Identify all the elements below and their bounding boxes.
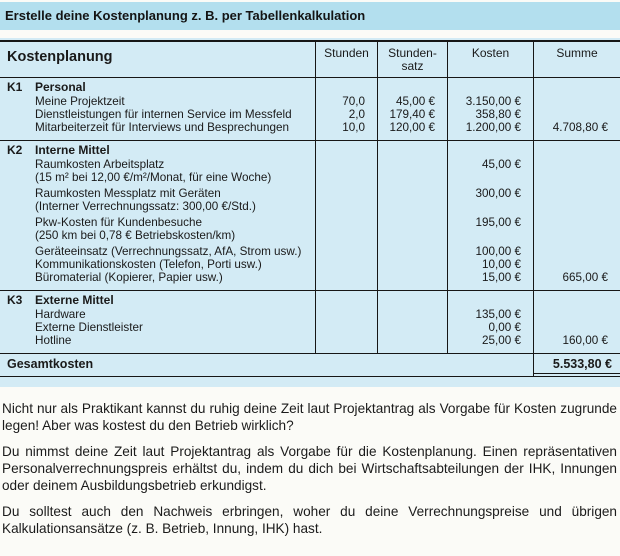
cell-kosten: 45,00 € [482,158,521,171]
cell-stundensatz [377,271,447,284]
document-page [0,2,620,556]
cell-summe [533,216,620,242]
cost-table-panel [0,38,620,387]
cell-stunden: 10,0 [342,121,365,134]
cell-label: Dienstleistungen für internen Service im Messfeld [35,108,292,121]
column-header-stundensatz-line1: Stunden- [388,46,437,60]
column-separator [533,78,534,353]
section-k2-interne-mittel [0,140,620,290]
cell-summe [533,158,620,184]
section-id: K2 [7,143,23,157]
cell-label: Kommunikationskosten (Telefon, Porti usw.) [35,258,262,271]
section-id: K3 [7,293,23,307]
section-header [0,293,620,308]
cell-label: Hardware [35,308,86,321]
section-header [0,143,620,158]
cell-kosten: 25,00 € [482,334,521,347]
section-name: Externe Mittel [35,293,114,307]
section-id: K1 [7,80,23,94]
cell-summe [533,108,620,121]
cell-kosten: 135,00 € [475,308,521,321]
column-header-summe: Summe [533,42,620,77]
cell-stundensatz [377,258,447,271]
paragraph-2: Du nimmst deine Zeit laut Projektantrag als Vorgabe für die Kostenplanung. Einen repräsentativen Personalverrechnungspreis erhältst du, indem du dich bei Wirtschaftsabteilungen der IHK, Innungen oder deinem Ausbildungsbetrieb erkundigst. [2,444,617,493]
cell-stunden [315,321,377,334]
table-row [0,108,620,121]
paragraph-1: Nicht nur als Praktikant kannst du ruhig deine Zeit laut Projektantrag als Vorgabe für Kosten zugrunde legen! Aber was kostest du den Betrieb wirklich? [2,401,617,433]
row-label: Raumkosten Messplatz mit Geräten [35,187,221,200]
cell-kosten: 358,80 € [475,108,521,121]
cell-stunden [315,187,377,213]
column-separator [447,78,448,353]
row-label: Raumkosten Arbeitsplatz [35,158,165,171]
cell-kosten: 100,00 € [475,245,521,258]
column-separator [315,78,316,353]
cell-label: Hotline [35,334,72,347]
cell-stundensatz: 179,40 € [389,108,435,121]
page-header-title: Erstelle deine Kostenplanung z. B. per Tabellenkalkulation [5,8,366,23]
cell-summe: 160,00 € [562,334,608,347]
table-body [0,78,620,354]
cell-kosten: 3.150,00 € [465,95,521,108]
cell-summe: 4.708,80 € [552,121,608,134]
cell-label [0,216,315,242]
cell-stunden [315,245,377,258]
cell-stundensatz [377,158,447,184]
table-row [0,121,620,134]
cell-summe [533,308,620,321]
row-note: (15 m² bei 12,00 €/m²/Monat, für eine Woche) [35,171,272,184]
cost-table [0,40,620,377]
cell-label [0,158,315,184]
cell-kosten: 1.200,00 € [465,121,521,134]
section-k1-personal [0,78,620,140]
cell-stundensatz [377,308,447,321]
cell-summe [533,258,620,271]
table-row [0,321,620,334]
section-header [0,80,620,95]
cell-kosten: 195,00 € [475,216,521,229]
cell-summe [533,95,620,108]
row-note: (Interner Verrechnungssatz: 300,00 €/Std.) [35,200,256,213]
table-row [0,308,620,321]
row-note: (250 km bei 0,78 € Betriebskosten/km) [35,229,236,242]
column-separator [377,78,378,353]
cell-stundensatz [377,334,447,347]
table-row [0,158,620,184]
cell-kosten: 300,00 € [475,187,521,200]
cell-stundensatz [377,216,447,242]
cell-label: Büromaterial (Kopierer, Papier usw.) [35,271,223,284]
body-text [0,400,620,537]
cell-label: Externe Dienstleister [35,321,143,334]
page-header [0,2,620,30]
cell-stunden [315,334,377,347]
column-header-stundensatz [377,42,447,77]
cell-stundensatz: 120,00 € [389,121,435,134]
cell-stunden [315,258,377,271]
paragraph-3: Du solltest auch den Nachweis erbringen, woher du deine Verrechnungspreise und übrigen Kalkulationsansätze (z. B. Betrieb, Innung, IHK) hast. [2,504,617,536]
cell-stunden: 2,0 [348,108,365,121]
cell-stundensatz [377,187,447,213]
table-footer-row [0,354,620,377]
table-row [0,258,620,271]
cell-stunden [315,216,377,242]
table-row [0,334,620,347]
table-header-row [0,42,620,78]
cell-kosten: 15,00 € [482,271,521,284]
row-label: Pkw-Kosten für Kundenbesuche [35,216,202,229]
cell-stunden [315,308,377,321]
column-header-kosten: Kosten [447,42,533,77]
column-header-stundensatz-line2: satz [401,59,424,73]
cell-kosten: 10,00 € [482,258,521,271]
table-row [0,216,620,242]
cell-stundensatz: 45,00 € [396,95,435,108]
total-value: 5.533,80 € [533,354,620,376]
cell-kosten: 0,00 € [488,321,521,334]
section-name: Personal [35,80,86,94]
column-header-stunden: Stunden [315,42,377,77]
cell-stunden [315,158,377,184]
table-row [0,95,620,108]
cell-label [0,187,315,213]
cell-stundensatz [377,245,447,258]
table-row [0,245,620,258]
section-name: Interne Mittel [35,143,110,157]
cell-stundensatz [377,321,447,334]
table-row [0,187,620,213]
cell-summe [533,321,620,334]
cell-summe [533,245,620,258]
section-k3-externe-mittel [0,290,620,353]
cell-stunden [315,271,377,284]
cell-summe [533,187,620,213]
table-row [0,271,620,284]
cell-label: Geräteeinsatz (Verrechnungssatz, AfA, Strom usw.) [35,245,302,258]
total-label: Gesamtkosten [7,357,94,371]
column-header-kostenplanung: Kostenplanung [7,49,113,65]
cell-label: Meine Projektzeit [35,95,125,108]
cell-label: Mitarbeiterzeit für Interviews und Besprechungen [35,121,290,134]
cell-summe: 665,00 € [562,271,608,284]
cell-stunden: 70,0 [342,95,365,108]
